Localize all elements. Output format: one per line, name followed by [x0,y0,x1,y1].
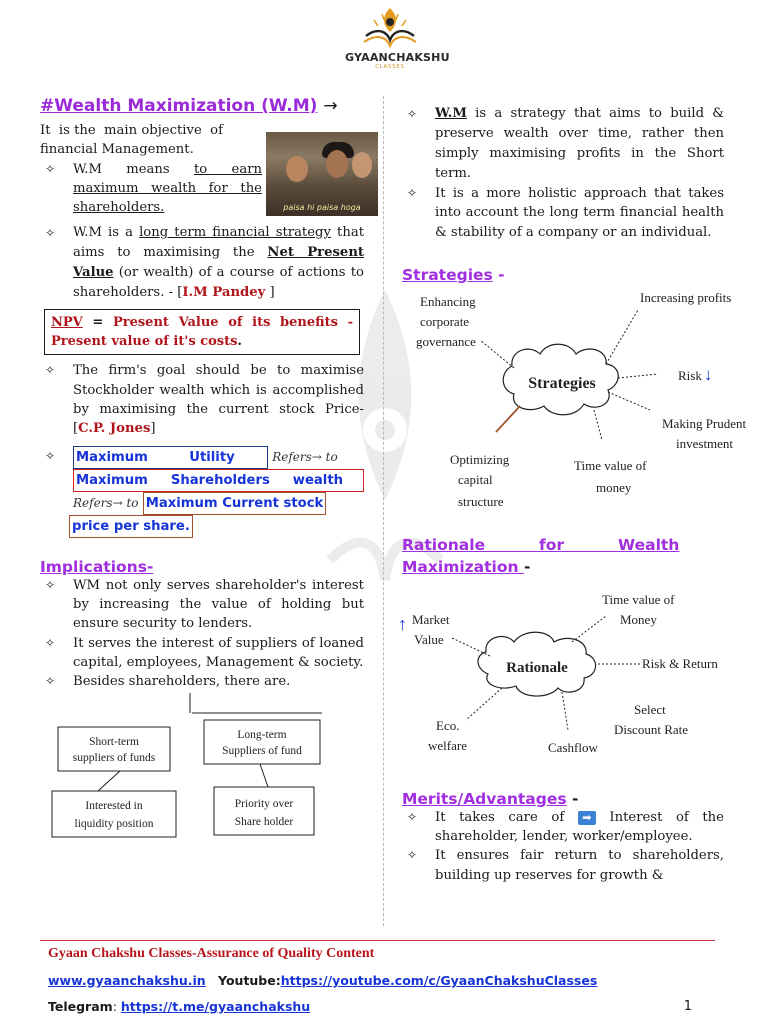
wm-strategy-list [402,104,724,242]
right-arrow-icon: ➡ [578,811,596,825]
priority-label-2: Share holder [234,816,294,829]
diamond-bullet-icon: ✧ [45,226,56,241]
time-value-label-2: money [596,479,632,495]
capital-connector [496,406,520,432]
interested-box [52,791,176,837]
market-label-2: Value [414,631,444,647]
connector-line [606,310,638,364]
footer-telegram-row: Telegram: https://t.me/gyaanchakshu [48,999,311,1014]
diamond-bullet-icon: ✧ [407,809,418,824]
wm-goal-list [40,361,364,537]
list-item: ✧ Besides shareholders, there are. [40,672,364,691]
youtube-label: Youtube: [218,973,281,988]
footer-tagline: Gyaan Chakshu Classes-Assurance of Quality Content [48,946,375,961]
strategies-center-label: Strategies [528,374,596,392]
list-item: ✧ W.M means to earn maximum wealth for the shareholders. [45,161,262,216]
enhancing-label-1: Enhancing [420,293,476,309]
page-title: #Wealth Maximization (W.M) → [40,96,338,116]
youtube-link[interactable]: https://youtube.com/c/GyaanChakshuClasses [280,973,598,988]
stakeholder-tree-diagram [40,691,360,851]
merits-heading: Merits/Advantages - [402,789,579,808]
movie-still-image [266,132,378,216]
list-item: ✧ It serves the interest of suppliers of loaned capital, employees, Management & society. [45,635,364,670]
profits-label: Increasing profits [640,289,732,305]
left-column [40,96,364,851]
intro-line-2: financial Management. [40,142,194,158]
logo-eye-book-icon [360,6,420,50]
list-item: ✧ The firm's goal should be to maximise Stockholder wealth which is accomplished by maximising the current stock Price- [C.P. Jones] [45,363,364,437]
eco-label-2: welfare [428,737,467,753]
connector-line [562,692,568,730]
page-number: 1 [683,999,692,1014]
list-item: ✧ WM not only serves shareholder's interest by increasing the value of holding but ensure security to lenders. [45,577,364,632]
diamond-bullet-icon: ✧ [45,448,56,463]
rationale-diagram [398,580,732,760]
right-column [398,96,747,885]
priority-label-1: Priority over [234,798,294,811]
connector-line [466,688,502,720]
rationale-heading: Rationale for Wealth Maximization - [402,535,680,576]
brand-sub: CLASSES [375,64,405,70]
diamond-bullet-icon: ✧ [45,363,56,378]
diamond-bullet-icon: ✧ [45,577,56,592]
brand-name: GYAANCHAKSHU [345,51,450,64]
time-value-label-1: Time value of [574,457,647,473]
interested-label-1: Interested in [85,800,143,813]
telegram-link[interactable]: https://t.me/gyaanchakshu [120,999,311,1014]
long-term-label-1: Long-term [237,729,287,742]
connector-line [594,410,602,440]
long-term-label-2: Suppliers of fund [222,745,302,758]
short-term-label-1: Short-term [89,736,139,749]
cashflow-label: Cashflow [548,739,598,755]
diamond-bullet-icon: ✧ [45,161,56,176]
discount-label-2: Discount Rate [614,721,689,737]
connector-line [452,638,490,656]
eco-label-1: Eco. [436,717,460,733]
diamond-bullet-icon: ✧ [407,186,418,200]
shareholders-wealth-box: Maximum Shareholders wealth [73,469,364,492]
long-term-box [204,720,320,764]
enhancing-label-3: governance [416,333,476,349]
list-item: ✧ It takes care of ➡ Interest of the shareholder, lender, worker/employee. [407,809,724,845]
diamond-bullet-icon: ✧ [407,107,418,121]
prudent-label-1: Making Prudent [662,415,747,431]
brand-logo [345,6,450,76]
list-item: ✧ It ensures fair return to shareholders, building up reserves for growth & [407,848,724,883]
list-item: ✧ It is a more holistic approach that takes into account the long term financial health & stability of a company or an individual. [407,186,724,240]
merits-list [402,808,724,885]
connector-line [608,392,650,410]
list-item: ✧ W.M is a strategy that aims to build & preserve wealth over time, rather then simply maximising profits in the Short term. [407,106,724,181]
current-stock-box: Maximum Current stock [143,492,327,515]
capital-label-2: capital [458,471,493,487]
time-value-label-1: Time value of [602,591,675,607]
short-term-label-2: suppliers of funds [72,752,156,765]
short-term-box [58,727,170,771]
list-item: ✧ W.M is a long term financial strategy that aims to maximising the Net Present Value (or wealth) of a course of actions to shareholders. - [I.M Pandey ] [45,225,364,301]
intro-line-1: It is the main objective of [40,123,223,138]
footer-links-row [48,973,597,988]
implications-list [40,576,364,692]
tree-connector [260,764,268,787]
market-up-arrow-icon: ↑ [398,613,407,634]
market-label-1: Market [412,611,450,627]
strategies-heading: Strategies - [402,265,505,284]
capital-label-1: Optimizing [450,451,510,467]
column-divider [383,96,384,926]
enhancing-label-2: corporate [420,313,470,329]
discount-label-1: Select [634,701,666,717]
strategies-diagram [410,284,747,520]
footer-rule [40,940,715,941]
risk-label: Risk [678,367,702,383]
movie-still-caption: paisa hi paisa hoga [283,203,361,212]
maximum-utility-box: Maximum Utility [73,446,268,469]
risk-down-arrow-icon: ↓ [704,364,713,384]
connector-line [618,374,658,378]
time-value-label-2: Money [620,611,657,627]
telegram-label: Telegram [48,999,113,1014]
interested-label-2: liquidity position [74,818,154,831]
diamond-bullet-icon: ✧ [45,674,56,689]
prudent-label-2: investment [676,435,734,451]
price-per-share-box: price per share. [69,515,193,538]
list-item: ✧ Maximum Utility Refers→ to Maximum Shareholders wealth Refers→ to Maximum Current stock price per share. [40,446,364,538]
implications-heading: Implications- [40,557,154,576]
connector-line [572,616,606,642]
website-link[interactable]: www.gyaanchakshu.in [48,973,206,988]
tree-connector [98,771,120,791]
npv-definition-box: NPV = Present Value of its benefits - Present value of it's costs. [44,309,360,355]
connector-line [480,340,514,368]
capital-label-3: structure [458,493,504,509]
risk-return-label: Risk & Return [642,655,718,671]
diamond-bullet-icon: ✧ [45,635,56,650]
rationale-center-label: Rationale [506,659,568,676]
diamond-bullet-icon: ✧ [407,848,418,863]
